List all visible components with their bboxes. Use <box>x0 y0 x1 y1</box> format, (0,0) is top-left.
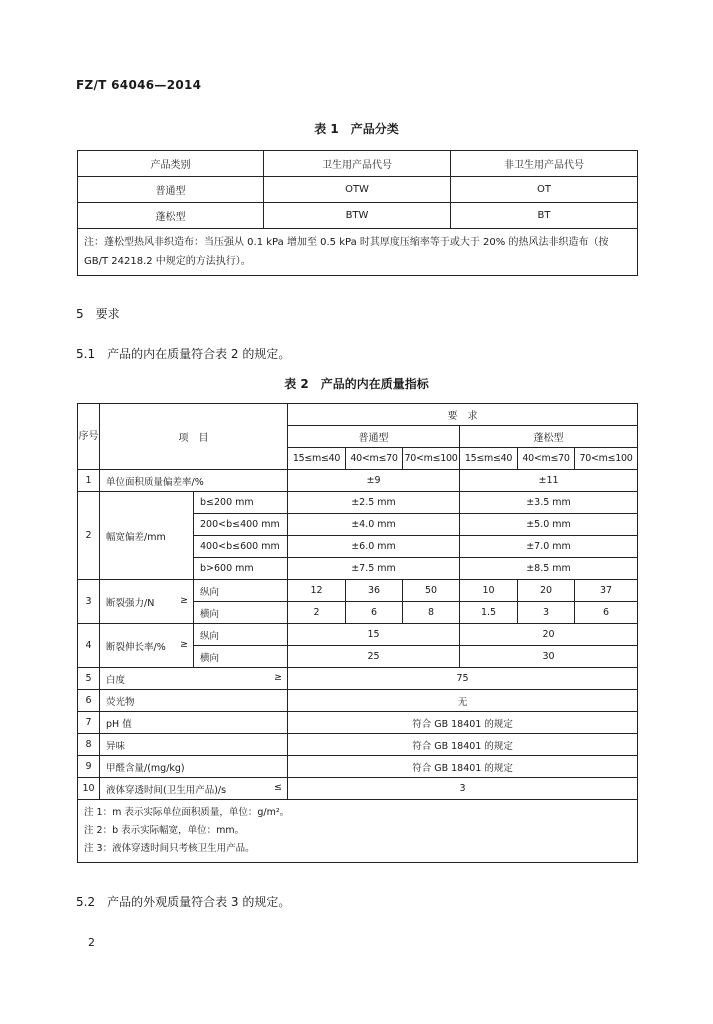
table-cell: 符合 GB 18401 的规定 <box>288 712 638 734</box>
table-cell: 6 <box>346 602 403 624</box>
table-row <box>78 492 638 514</box>
row-number: 8 <box>78 734 100 756</box>
intrinsic-quality-table <box>77 403 638 863</box>
product-classification-table <box>77 150 638 276</box>
item-name: pH 值 <box>100 712 288 734</box>
item-name <box>100 778 288 800</box>
section-5-heading: 5 要求 <box>76 307 120 321</box>
table1-header-row <box>78 151 638 177</box>
table-row <box>78 690 638 712</box>
table-cell: 36 <box>346 580 403 602</box>
header-range: 15≤m≤40 <box>288 448 346 470</box>
item-label: 白度 <box>106 674 126 686</box>
row-number: 3 <box>78 580 100 624</box>
table-cell: 50 <box>403 580 460 602</box>
table2-note-3: 注 3：液体穿透时间只考核卫生用产品。 <box>84 843 255 854</box>
paragraph-5-2: 5.2 产品的外观质量符合表 3 的规定。 <box>76 895 291 909</box>
table-cell: ±4.0 mm <box>288 514 460 536</box>
table-cell: ±7.0 mm <box>460 536 638 558</box>
table-cell: 3 <box>288 778 638 800</box>
table-cell: 15 <box>288 624 460 646</box>
table-cell: 25 <box>288 646 460 668</box>
item-name <box>100 580 194 624</box>
table1-header-category: 产品类别 <box>78 151 264 177</box>
row-number: 4 <box>78 624 100 668</box>
header-range: 40<m≤70 <box>346 448 403 470</box>
table1-header-hygienic-code: 卫生用产品代号 <box>264 151 451 177</box>
table-row <box>78 624 638 646</box>
table2-notes <box>78 800 638 863</box>
header-range: 15≤m≤40 <box>460 448 518 470</box>
table-cell: ±3.5 mm <box>460 492 638 514</box>
table-row <box>78 778 638 800</box>
item-name <box>100 624 194 668</box>
table-row <box>78 580 638 602</box>
table-cell: OT <box>451 177 638 203</box>
ge-symbol: ≥ <box>180 638 188 650</box>
table-cell: 符合 GB 18401 的规定 <box>288 756 638 778</box>
sub-item: 横向 <box>194 646 288 668</box>
table-cell: BT <box>451 203 638 229</box>
standard-number-header: FZ/T 64046—2014 <box>76 78 202 92</box>
table-row <box>78 712 638 734</box>
table-cell: 20 <box>518 580 575 602</box>
table-cell: ±8.5 mm <box>460 558 638 580</box>
header-normal-type: 普通型 <box>288 426 460 448</box>
table-row <box>78 756 638 778</box>
header-range: 70<m≤100 <box>575 448 638 470</box>
table2-caption: 表 2 产品的内在质量指标 <box>284 377 429 391</box>
table-row <box>78 470 638 492</box>
header-requirement: 要 求 <box>288 404 638 426</box>
table1-header-nonhygienic-code: 非卫生用产品代号 <box>451 151 638 177</box>
table-cell: 无 <box>288 690 638 712</box>
sub-item: 纵向 <box>194 624 288 646</box>
table-cell: ±7.5 mm <box>288 558 460 580</box>
item-name: 异味 <box>100 734 288 756</box>
ge-symbol: ≥ <box>274 671 282 683</box>
header-item: 项 目 <box>100 404 288 470</box>
table-cell: 37 <box>575 580 638 602</box>
sub-item: b≤200 mm <box>194 492 288 514</box>
row-number: 7 <box>78 712 100 734</box>
table-cell: 符合 GB 18401 的规定 <box>288 734 638 756</box>
table-cell: 普通型 <box>78 177 264 203</box>
table2-note-1: 注 1：m 表示实际单位面积质量，单位：g/m²。 <box>84 807 290 818</box>
table-cell: ±9 <box>288 470 460 492</box>
le-symbol: ≤ <box>274 781 282 793</box>
item-label: 断裂伸长率/% <box>106 641 166 653</box>
table-cell: 75 <box>288 668 638 690</box>
row-number: 10 <box>78 778 100 800</box>
header-serial-no: 序号 <box>78 404 100 470</box>
item-name: 单位面积质量偏差率/% <box>100 470 288 492</box>
table-cell: 2 <box>288 602 346 624</box>
row-number: 5 <box>78 668 100 690</box>
table-cell: 30 <box>460 646 638 668</box>
table1-note: 注：蓬松型热风非织造布：当压强从 0.1 kPa 增加至 0.5 kPa 时其厚度压缩率等于或大于 20% 的热风法非织造布（按 GB/T 24218.2 中规定的方法执行）。 <box>78 229 638 276</box>
table-cell: 10 <box>460 580 518 602</box>
table2-note-2: 注 2：b 表示实际幅宽，单位：mm。 <box>84 825 245 836</box>
row-number: 2 <box>78 492 100 580</box>
table-cell: 1.5 <box>460 602 518 624</box>
item-name <box>100 668 288 690</box>
table-cell: 3 <box>518 602 575 624</box>
row-number: 6 <box>78 690 100 712</box>
table-cell: BTW <box>264 203 451 229</box>
table-cell: 蓬松型 <box>78 203 264 229</box>
table-cell: OTW <box>264 177 451 203</box>
table1-caption: 表 1 产品分类 <box>314 122 399 136</box>
table-cell: 8 <box>403 602 460 624</box>
header-range: 70<m≤100 <box>403 448 460 470</box>
table-row <box>78 668 638 690</box>
sub-item: 400<b≤600 mm <box>194 536 288 558</box>
header-bulky-type: 蓬松型 <box>460 426 638 448</box>
row-number: 9 <box>78 756 100 778</box>
table-cell: ±11 <box>460 470 638 492</box>
item-name: 甲醛含量/(mg/kg) <box>100 756 288 778</box>
item-label: 断裂强力/N <box>106 597 155 609</box>
table-cell: ±2.5 mm <box>288 492 460 514</box>
item-name: 幅宽偏差/mm <box>100 492 194 580</box>
sub-item: 横向 <box>194 602 288 624</box>
header-range: 40<m≤70 <box>518 448 575 470</box>
table-row <box>78 734 638 756</box>
page-number: 2 <box>88 936 95 949</box>
table-row <box>78 177 638 203</box>
table-cell: 6 <box>575 602 638 624</box>
table-cell: 12 <box>288 580 346 602</box>
table-row <box>78 203 638 229</box>
sub-item: 纵向 <box>194 580 288 602</box>
table-cell: ±5.0 mm <box>460 514 638 536</box>
row-number: 1 <box>78 470 100 492</box>
table-cell: ±6.0 mm <box>288 536 460 558</box>
table-cell: 20 <box>460 624 638 646</box>
sub-item: b>600 mm <box>194 558 288 580</box>
item-name: 荧光物 <box>100 690 288 712</box>
item-label: 液体穿透时间(卫生用产品)/s <box>106 784 227 796</box>
sub-item: 200<b≤400 mm <box>194 514 288 536</box>
paragraph-5-1: 5.1 产品的内在质量符合表 2 的规定。 <box>76 347 291 361</box>
ge-symbol: ≥ <box>180 594 188 606</box>
